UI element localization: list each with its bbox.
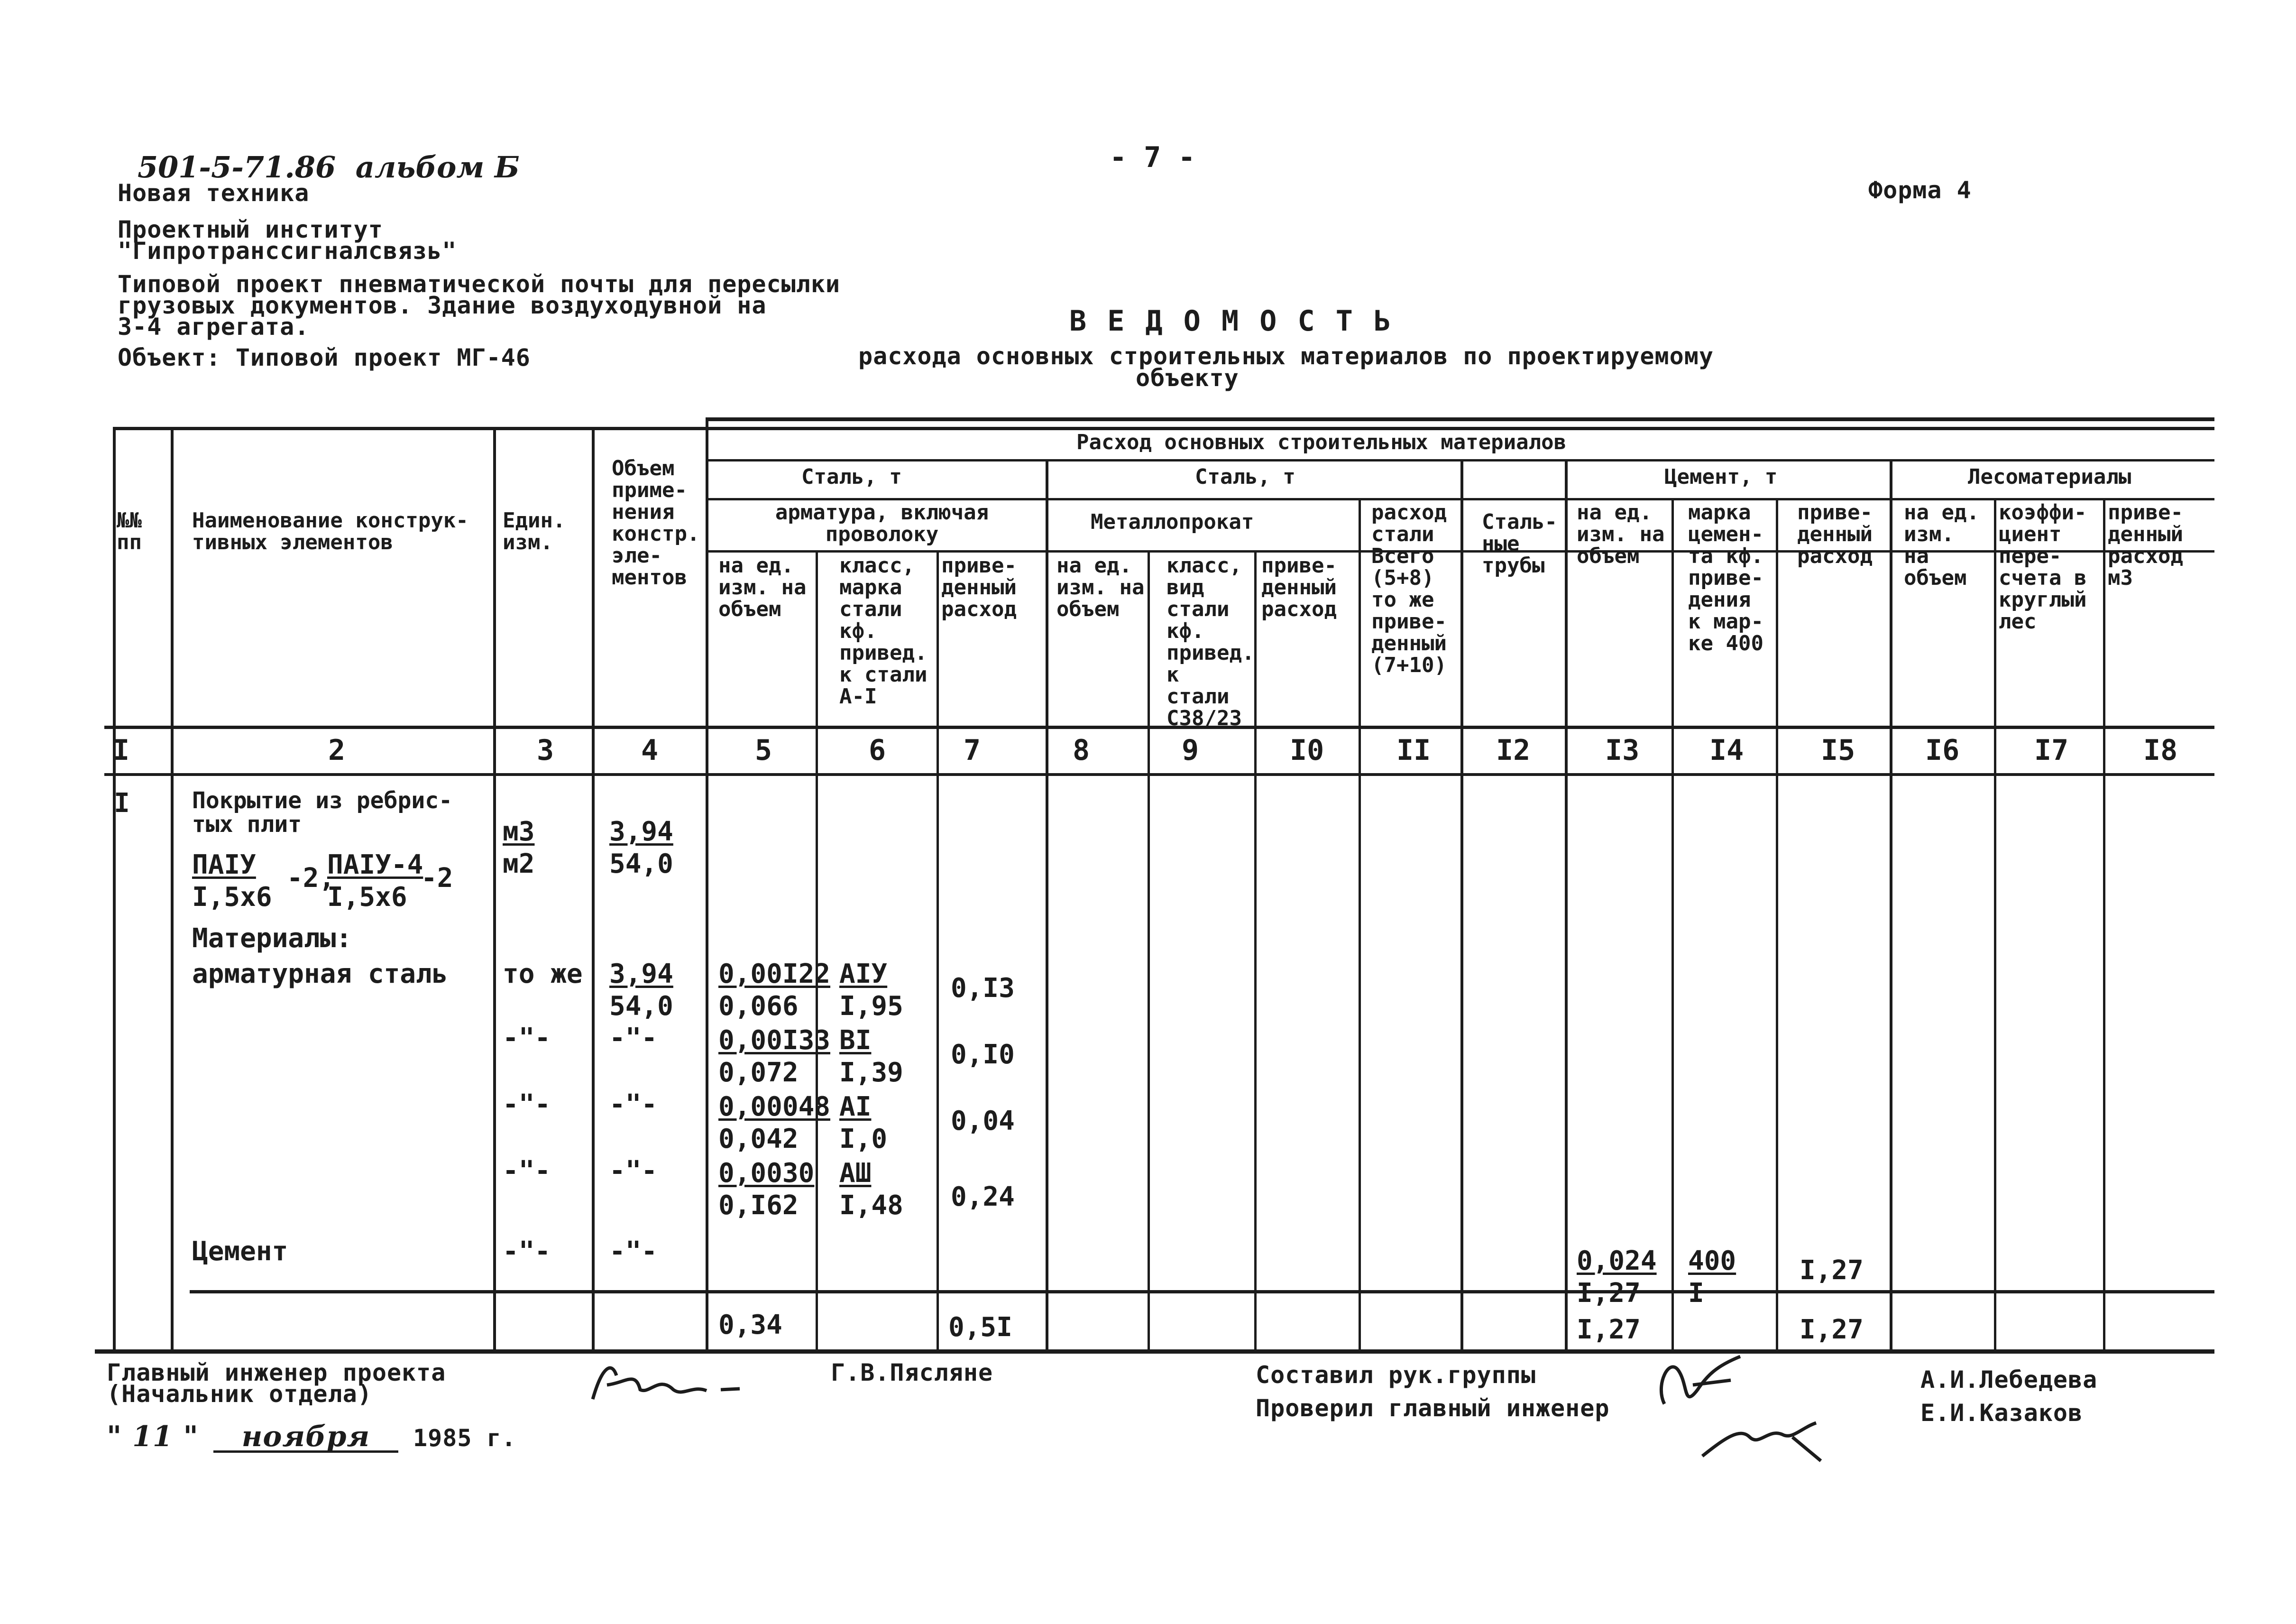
object-line: Объект: Типовой проект МГ-46 — [118, 344, 531, 371]
rebar-4-kf: I,48 — [839, 1190, 903, 1221]
header-c9: класс, вид стали кф. привед. к стали С38/23 — [1166, 554, 1255, 730]
date-month: ноября — [213, 1423, 398, 1453]
column-number-15: I5 — [1821, 734, 1855, 767]
checker-signature — [1698, 1409, 1830, 1466]
compiler-name: А.И.Лебедева — [1920, 1366, 2098, 1393]
rebar-3-obj-val: 0,042 — [718, 1124, 799, 1154]
header-steel-rolled-group: Сталь, т — [1195, 465, 1295, 489]
checker-name: Е.И.Казаков — [1920, 1399, 2083, 1427]
header-timber-group: Лесоматериалы — [1968, 465, 2131, 489]
volume-fraction — [609, 816, 673, 880]
cement-label: Цемент — [192, 1236, 288, 1267]
ditto-vol-4: -"- — [609, 1155, 658, 1186]
column-number-14: I4 — [1709, 734, 1744, 767]
rebar-row-3 — [718, 1091, 830, 1155]
project-desc-3: 3-4 агрегата. — [118, 313, 310, 341]
total-c15: I,27 — [1800, 1314, 1864, 1345]
rebar-3-reduced: 0,04 — [951, 1106, 1015, 1136]
rebar-2-kf: I,39 — [839, 1057, 903, 1088]
rebar-2-unit-val: 0,00I33 — [718, 1025, 831, 1056]
rebar-row-4 — [718, 1157, 814, 1222]
column-number-2: 2 — [328, 734, 346, 767]
header-c10: приве- денный расход — [1261, 554, 1337, 621]
header-volume: Объем приме- нения констр. эле- ментов — [612, 456, 700, 590]
item-title-2: тых плит — [192, 811, 302, 838]
cement-unit-fraction — [1577, 1245, 1657, 1310]
column-number-5: 5 — [754, 734, 772, 767]
unit-top: м3 — [503, 816, 535, 847]
column-number-13: I3 — [1605, 734, 1640, 767]
rebar-4-obj-val: 0,I62 — [718, 1190, 799, 1221]
header-pipes: Сталь- ные трубы — [1482, 510, 1557, 578]
chief-engineer-title-1: Главный инженер проекта — [107, 1359, 446, 1386]
column-number-4: 4 — [641, 734, 659, 767]
compiler-signature — [1645, 1347, 1754, 1418]
column-number-9: 9 — [1181, 734, 1199, 767]
ditto-vol-2: -"- — [609, 1023, 658, 1053]
chief-signature — [583, 1356, 754, 1413]
ditto-unit-2: -"- — [503, 1023, 551, 1053]
volume-bottom: 54,0 — [609, 849, 673, 879]
header-unit: Един. изм. — [503, 508, 566, 554]
header-c14: марка цемен- та кф. приве- дения к мар- ке 400 — [1688, 500, 1763, 655]
institute-label: Проектный институт — [118, 216, 383, 243]
rebar-4-unit-val: 0,0030 — [718, 1158, 815, 1189]
header-num: №№ пп — [117, 508, 142, 554]
header-c7: приве- денный расход — [941, 554, 1017, 621]
album-code-word: альбом Б — [355, 150, 520, 185]
rebar-1-class: AIУ — [839, 959, 888, 989]
rebar-row-1-class — [839, 958, 903, 1023]
ditto-vol-3: -"- — [609, 1089, 658, 1120]
cement-unit-ditto: -"- — [503, 1236, 551, 1267]
rebar-volume-fraction — [609, 958, 673, 1023]
volume-top: 3,94 — [609, 816, 673, 847]
document-subtitle-1: расхода основных строительных материалов по проектируемому — [858, 342, 1714, 370]
rebar-row-2 — [718, 1024, 830, 1089]
rebar-1-unit-val: 0,00I22 — [718, 959, 831, 989]
total-c7: 0,5I — [948, 1312, 1012, 1343]
column-number-12: I2 — [1496, 734, 1531, 767]
slab-a-bottom: I,5x6 — [192, 882, 272, 913]
total-c13: I,27 — [1577, 1314, 1641, 1345]
column-number-17: I7 — [2034, 734, 2069, 767]
column-number-8: 8 — [1072, 734, 1090, 767]
rebar-3-unit-val: 0,00048 — [718, 1091, 831, 1122]
total-c5: 0,34 — [718, 1310, 782, 1340]
album-code-number: 501-5-71.86 — [138, 150, 336, 185]
cement-vol-ditto: -"- — [609, 1236, 658, 1267]
form-label: Форма 4 — [1868, 176, 1972, 204]
header-rolled: Металлопрокат — [1091, 510, 1254, 534]
column-number-18: I8 — [2143, 734, 2178, 767]
rebar-unit: то же — [503, 959, 583, 989]
column-number-16: I6 — [1925, 734, 1960, 767]
document-title: В Е Д О М О С Т Ь — [1069, 304, 1393, 338]
rebar-2-class: BI — [839, 1025, 872, 1056]
compiled-by-label: Составил рук.группы — [1256, 1361, 1536, 1389]
rebar-row-4-class — [839, 1157, 903, 1222]
rebar-volume-bottom: 54,0 — [609, 991, 673, 1022]
slab-a-suffix: -2, — [287, 863, 335, 894]
item-title-1: Покрытие из ребрис- — [192, 787, 453, 814]
rebar-1-reduced: 0,I3 — [951, 973, 1015, 1004]
page-number: - 7 - — [1110, 141, 1195, 174]
chief-name: Г.В.Пясляне — [831, 1359, 993, 1386]
slab-b-suffix: -2 — [421, 863, 453, 894]
header-materials-group: Расход основных строительных материалов — [1076, 430, 1567, 454]
row-number: I — [114, 788, 130, 819]
rebar-3-kf: I,0 — [839, 1124, 888, 1154]
cement-grade: 400 — [1688, 1246, 1736, 1276]
institute-name: "Гипротранссигналсвязь" — [118, 237, 457, 265]
org-line: Новая техника — [118, 179, 310, 207]
slab-b-bottom: I,5x6 — [327, 882, 407, 913]
rebar-2-reduced: 0,I0 — [951, 1039, 1015, 1070]
signing-date — [107, 1420, 516, 1453]
project-desc-2: грузовых документов. Здание воздуходувной на — [118, 292, 767, 319]
cement-kf: I — [1688, 1278, 1704, 1309]
rebar-volume-top: 3,94 — [609, 959, 673, 989]
column-number-6: 6 — [868, 734, 886, 767]
rebar-1-obj-val: 0,066 — [718, 991, 799, 1022]
date-day: " 11 " — [107, 1420, 199, 1453]
ditto-unit-3: -"- — [503, 1089, 551, 1120]
rebar-label: арматурная сталь — [192, 959, 448, 989]
rebar-row-2-class — [839, 1024, 903, 1089]
slab-b-mark — [327, 849, 423, 914]
column-number-7: 7 — [963, 734, 981, 767]
column-number-11: II — [1396, 734, 1431, 767]
unit-bottom: м2 — [503, 849, 535, 879]
cement-obj-val: I,27 — [1577, 1278, 1641, 1309]
column-number-3: 3 — [536, 734, 554, 767]
rebar-row-3-class — [839, 1091, 887, 1155]
rebar-3-class: AI — [839, 1091, 872, 1122]
header-c15: приве- денный расход — [1797, 500, 1873, 568]
header-c5: на ед. изм. на объем — [718, 554, 807, 621]
column-number-1: I — [112, 734, 130, 767]
header-c16: на ед. изм. на объем — [1904, 500, 1979, 590]
header-c18: приве- денный расход м3 — [2108, 500, 2183, 590]
date-year: 1985 г. — [413, 1424, 516, 1452]
rebar-1-kf: I,95 — [839, 991, 903, 1022]
rebar-row-1 — [718, 958, 830, 1023]
slab-a-top: ПАIУ — [192, 849, 256, 880]
header-steel-rebar-group: Сталь, т — [801, 465, 902, 489]
slab-b-top: ПАIУ-4 — [327, 849, 423, 880]
rebar-4-reduced: 0,24 — [951, 1181, 1015, 1212]
project-desc-1: Типовой проект пневматической почты для пересылки — [118, 270, 841, 298]
cement-reduced: I,27 — [1800, 1255, 1864, 1286]
slab-a-mark — [192, 849, 272, 914]
cement-grade-fraction — [1688, 1245, 1736, 1310]
chief-engineer-title-2: (Начальник отдела) — [107, 1380, 372, 1408]
header-c13: на ед. изм. на объем — [1577, 500, 1665, 568]
header-name: Наименование конструк- тивных элементов — [192, 508, 468, 554]
rebar-4-class: AШ — [839, 1158, 872, 1189]
header-steel-total: расход стали Всего (5+8) то же приве- денный (7+10) — [1371, 500, 1447, 677]
document-subtitle-2: объекту — [1136, 364, 1239, 392]
rebar-2-obj-val: 0,072 — [718, 1057, 799, 1088]
header-c6: класс, марка стали кф. привед. к стали А-I — [839, 554, 928, 709]
column-number-10: I0 — [1290, 734, 1324, 767]
header-c17: коэффи- циент пере- счета в круглый лес — [1999, 500, 2087, 634]
materials-label: Материалы: — [192, 923, 352, 954]
ditto-unit-4: -"- — [503, 1155, 551, 1186]
unit-fraction — [503, 816, 534, 880]
header-rebar: арматура, включая проволоку — [775, 500, 989, 546]
header-cement-group: Цемент, т — [1664, 465, 1778, 489]
cement-unit-val: 0,024 — [1577, 1246, 1657, 1276]
checked-by-label: Проверил главный инженер — [1256, 1394, 1610, 1422]
header-c8: на ед. изм. на объем — [1056, 554, 1145, 621]
